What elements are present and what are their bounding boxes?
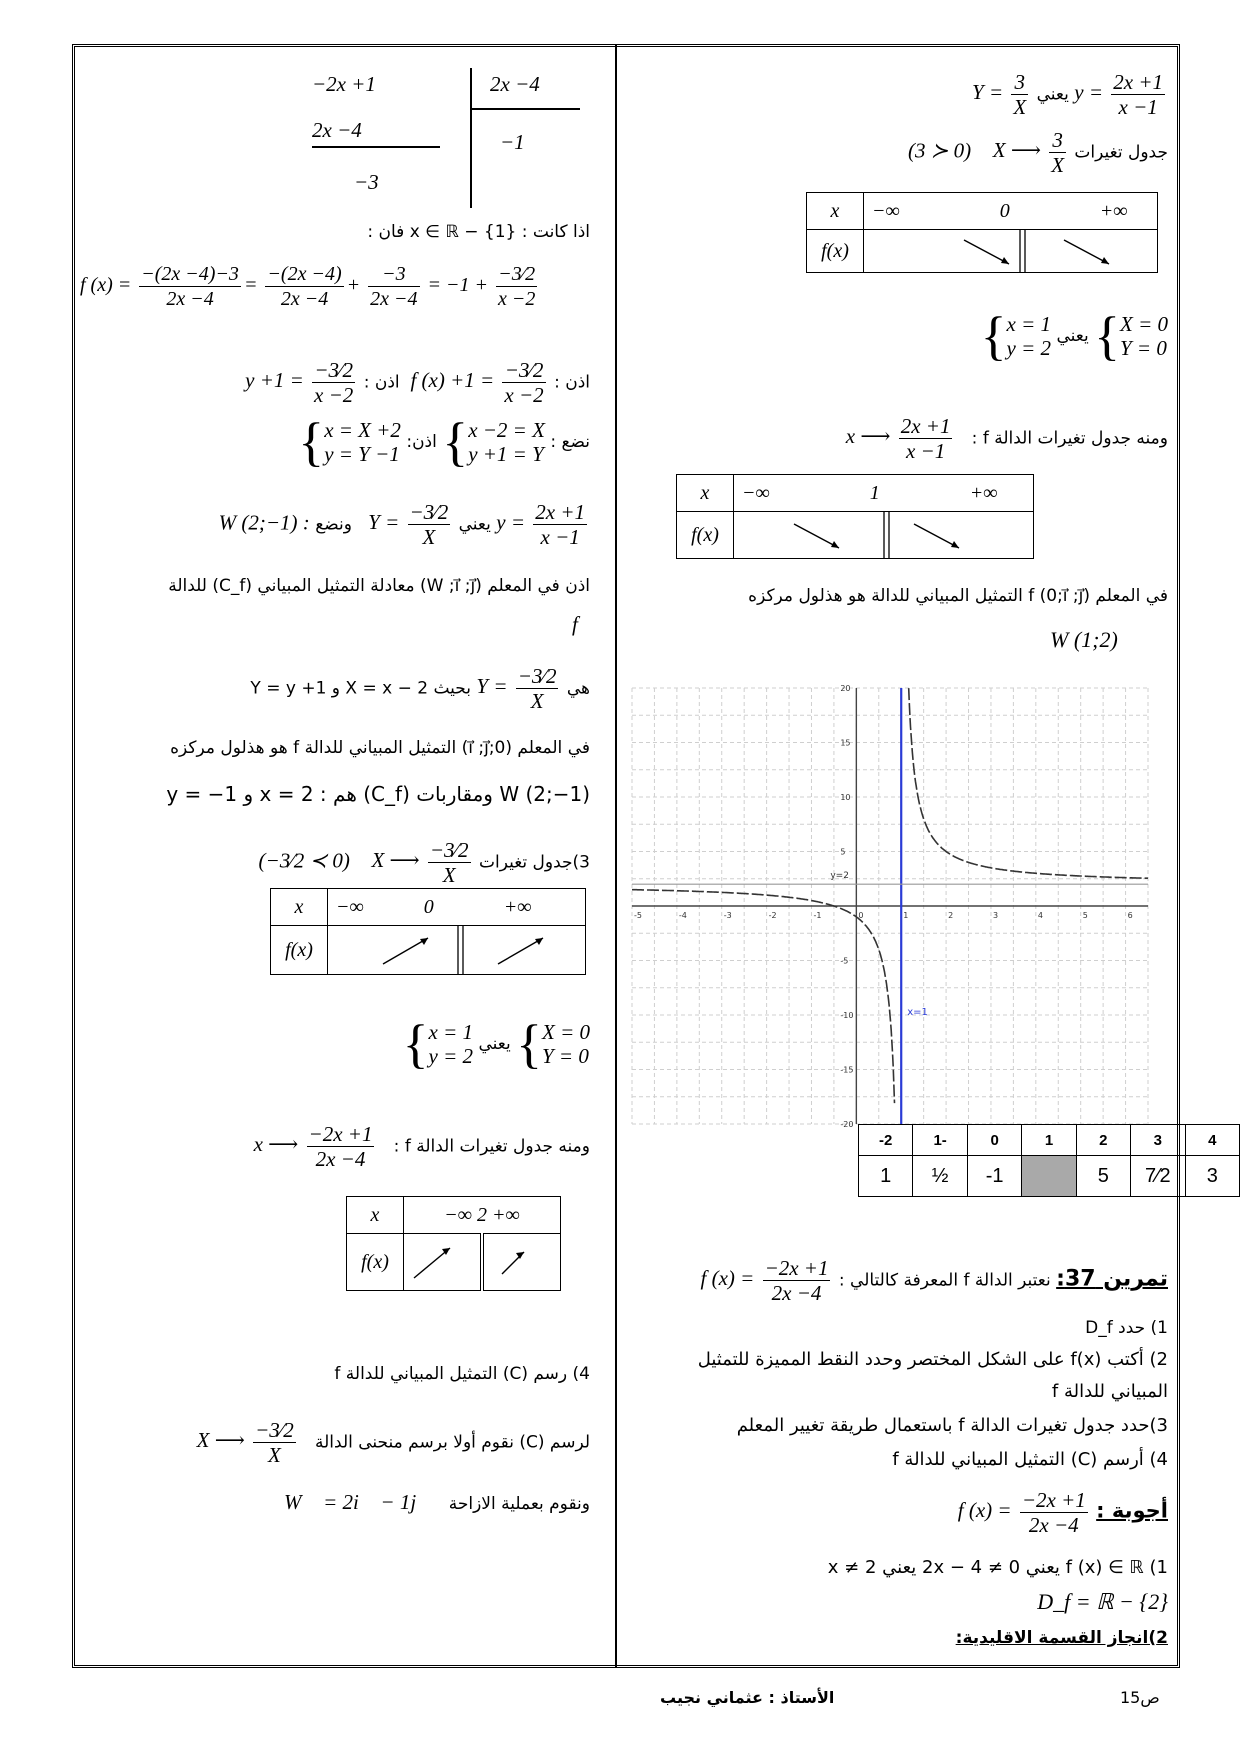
- left-system: { X = 0 Y = 0 يعني { x = 1 y = 2: [402, 1014, 590, 1074]
- y-tick-label: -15: [840, 1065, 854, 1075]
- y-tick-label: 20: [840, 684, 851, 693]
- value-table: [858, 1124, 1240, 1197]
- exercise-line: تمرين 37: نعتبر الدالة f المعرفة كالتالي : f (x) = $\frac{-2x +1}{2x -4}$: [700, 1256, 1168, 1305]
- right-variation-table-1: x −∞ 0 +∞ f(x): [806, 192, 1158, 273]
- value-table-y-cell: ½: [913, 1156, 967, 1197]
- y-tick-label: -20: [840, 1120, 854, 1129]
- x-tick-label: 3: [992, 911, 999, 920]
- right-var-f-line: ومنه جدول تغيرات الدالة f : x ⟶ $\frac{2x +1}{x -1}$: [845, 414, 1168, 463]
- x-tick-label: -1: [813, 911, 822, 920]
- division-dividend: −2x +1: [312, 72, 376, 96]
- right-system: { X = 0 Y = 0 يعني { x = 1 y = 2: [980, 306, 1168, 366]
- set-line: نضع : { x −2 = X y +1 = Y اذن: { x = X +2 y = Y −1: [298, 412, 590, 472]
- left-tbl2-arrow-1: [404, 1234, 464, 1290]
- w-line: y = $\frac{2x +1}{x -1}$ يعني Y = $\frac{-3⁄2}{X}$ ونضع W (2;−1) :: [218, 500, 585, 549]
- value-table-y-cell: 3: [1185, 1156, 1239, 1197]
- x-tick-label: -3: [723, 911, 732, 920]
- answers-line: أجوبة : f (x) = $\frac{-2x +1}{2x -4}$: [957, 1488, 1168, 1537]
- y-tick-label: 10: [840, 793, 851, 802]
- division-remainder: −3: [354, 170, 379, 194]
- value-table-y-cell: -1: [967, 1156, 1022, 1197]
- author: الأستاذ : عثماني نجيب: [660, 1688, 835, 1707]
- value-table-x-cell: 0: [967, 1125, 1022, 1156]
- right-tbl1-arrows: [864, 230, 1154, 272]
- x-tick-label: 6: [1127, 911, 1133, 920]
- value-table-x-cell: -2: [859, 1125, 913, 1156]
- right-hyperbola-line: في المعلم f (0;i⃗ ;j⃗) التمثيل المبياني للدالة هو هذلول مركزه: [748, 586, 1168, 606]
- answers-title: أجوبة :: [1096, 1498, 1168, 1523]
- right-variation-table-2: x −∞ 1 +∞ f(x): [676, 474, 1034, 559]
- value-table-x-cell: 1: [1022, 1125, 1076, 1156]
- right-var-line: جدول تغيرات X ⟶ $\frac{3}{X}$ (3 ≻ 0): [908, 128, 1168, 177]
- exercise-title: تمرين 37:: [1056, 1266, 1168, 1292]
- value-table-y-cell: 7⁄2: [1130, 1156, 1185, 1197]
- right-top-line: y = $\frac{2x +1}{x -1}$ يعني Y = $\frac{3}{X}$: [972, 70, 1163, 119]
- horizontal-asymptote-label: y=2: [830, 871, 849, 882]
- equation-line-2: هي Y = $\frac{-3⁄2}{X}$ بحيث X = x − 2 و Y = y +1: [250, 664, 590, 713]
- function-graph: [632, 684, 1148, 1129]
- x-tick-label: 4: [1037, 911, 1043, 920]
- answer-1: 1) f (x) ∈ ℝ يعني 2x − 4 ≠ 0 يعني x ≠ 2: [827, 1557, 1168, 1578]
- x-tick-label: 2: [948, 911, 954, 920]
- question-4: 4) أرسم (C) التمثيل المبياني للدالة f: [892, 1449, 1168, 1470]
- y-tick-label: -5: [840, 956, 849, 966]
- left-var-f-line: ومنه جدول تغيرات الدالة f : x ⟶ $\frac{-2x +1}{2x -4}$: [253, 1122, 590, 1171]
- column-divider: [615, 44, 617, 1668]
- division-vline: [470, 68, 472, 208]
- question-2b: المبياني للدالة f: [1051, 1381, 1168, 1402]
- division-hline: [470, 108, 580, 110]
- if-domain-line: اذا كانت : x ∈ ℝ − {1} فان :: [367, 222, 590, 242]
- value-table-x-cell: 4: [1185, 1125, 1239, 1156]
- curve-right-branch: [909, 688, 1148, 878]
- division-divisor: 2x −4: [490, 72, 540, 96]
- y-tick-label: 5: [840, 847, 846, 857]
- x-tick-label: 1: [903, 911, 909, 920]
- answer-2: 2)انجاز القسمة الاقليدية:: [955, 1628, 1168, 1648]
- x-tick-label: -4: [678, 911, 687, 920]
- y-tick-label: -10: [840, 1011, 854, 1020]
- value-table-y-cell: 1: [859, 1156, 913, 1197]
- page-number: ص15: [1120, 1688, 1160, 1707]
- asymptotes-line: W (2;−1) ومقاربات (C_f) هم : x = 2 و y = −1: [166, 782, 590, 806]
- question-3: 3)حدد جدول تغيرات الدالة f باستعمال طريقة تغيير المعلم: [736, 1415, 1168, 1436]
- answer-1-domain: D_f = ℝ − {2}: [1037, 1589, 1168, 1614]
- value-table-y-cell: 5: [1076, 1156, 1130, 1197]
- value-table-x-cell: 3: [1130, 1125, 1185, 1156]
- division-bar: [312, 146, 440, 148]
- right-center: W (1;2): [1050, 627, 1118, 652]
- left-translation-line: ونقوم بعملية الازاحة W⃗ = 2i⃗ − 1j⃗: [284, 1490, 590, 1514]
- value-table-x-cell: 1-: [913, 1125, 967, 1156]
- variation-3-line: 3)جدول تغيرات X ⟶ $\frac{-3⁄2}{X}$ (−3⁄2 ≺ 0): [258, 838, 590, 887]
- question-1: 1) حدد D_f: [1085, 1318, 1168, 1338]
- question-2a: 2) أكتب f(x) على الشكل المختصر وحدد النقط المميزة للتمثيل: [697, 1349, 1168, 1370]
- x-tick-label: 0: [858, 911, 864, 920]
- value-table-y-cell: [1022, 1156, 1076, 1197]
- left-draw-line: لرسم (C) نقوم أولا برسم منحنى الدالة X ⟶ $\frac{-3⁄2}{X}$: [196, 1418, 590, 1467]
- division-quotient: −1: [500, 130, 525, 154]
- x-tick-label: -5: [634, 911, 642, 920]
- vertical-asymptote-label: x=1: [907, 1007, 928, 1018]
- left-tbl2-arrow-2: [484, 1234, 544, 1290]
- x-tick-label: 5: [1082, 911, 1088, 920]
- x-tick-label: -2: [768, 911, 777, 920]
- left-variation-table-2: x −∞ 2 +∞ f(x): [346, 1196, 561, 1291]
- equation-line-f: f: [572, 612, 578, 636]
- value-table-x-cell: 2: [1076, 1125, 1130, 1156]
- then-line-1: اذن : f (x) +1 = $\frac{-3⁄2}{x -2}$ اذن : y +1 = $\frac{-3⁄2}{x -2}$: [245, 358, 590, 407]
- hyperbola-line: في المعلم (0;i⃗ ;j⃗) التمثيل المبياني للدالة f هو هذلول مركزه: [170, 738, 590, 758]
- f-decomposition: f (x) = $\frac{-(2x -4)-3}{2x -4}$ = $\frac{-(2x -4)}{2x -4}$ + $\frac{-3}{2x -4}$ = −1 + $\frac{-3⁄2}{x -2}$: [80, 263, 536, 310]
- curve-left-branch: [632, 890, 895, 1103]
- right-tbl2-arrows: [734, 512, 1024, 558]
- equation-line-1: اذن في المعلم (W ;i⃗ ;j⃗) معادلة التمثيل المبياني (C_f) للدالة: [168, 576, 590, 596]
- y-tick-label: 15: [840, 738, 851, 748]
- left-q4: 4) رسم (C) التمثيل المبياني للدالة f: [334, 1364, 590, 1384]
- left-tbl1-arrows: [328, 926, 588, 974]
- division-subtract: 2x −4: [312, 118, 362, 142]
- left-variation-table-1: x −∞ 0 +∞ f(x): [270, 888, 586, 975]
